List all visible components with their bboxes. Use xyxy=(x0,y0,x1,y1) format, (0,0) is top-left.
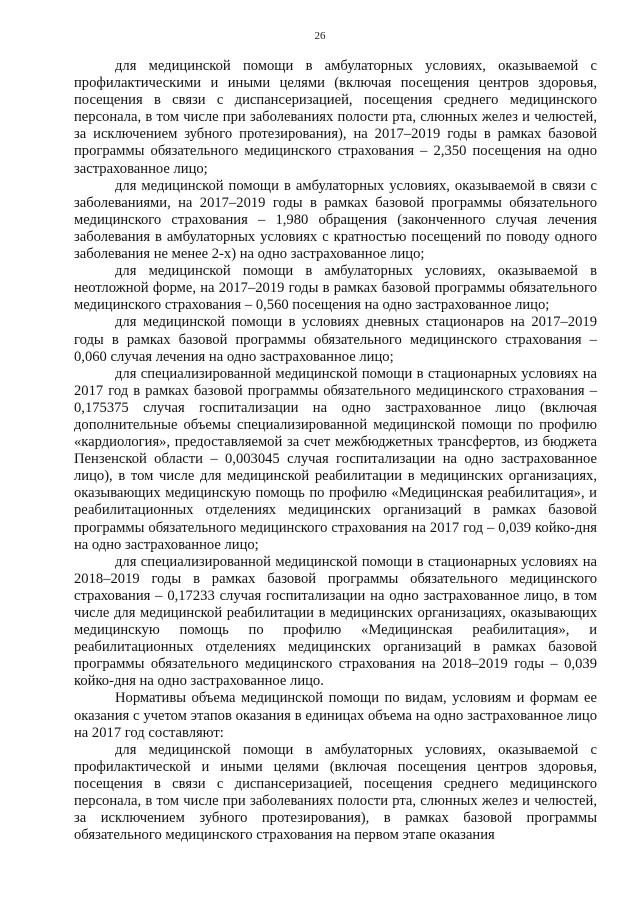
document-body xyxy=(74,58,597,844)
page-number: 26 xyxy=(314,30,326,42)
paragraph-outpatient-preventive: для медицинской помощи в амбулаторных условиях, оказываемой с профилактическими и иными целями (включая посещения центров здоровья, посещения в связи с диспансеризацией, посещения среднего медицинского персонала, в том числе при заболеваниях полости рта, слюнных желез и челюстей, за исключением зубного протезирования), на 2017–2019 годы в рамках базовой программы обязательного медицинского страхования – 2,350 посещения на одно застрахованное лицо; xyxy=(74,58,597,177)
paragraph-outpatient-preventive-first-stage: для медицинской помощи в амбулаторных условиях, оказываемой с профилактической и иными целями (включая посещения центров здоровья, посещения в связи с диспансеризацией, посещения среднего медицинского персонала, в том числе при заболеваниях полости рта, слюнных желез и челюстей, за исключением зубного протезирования), в рамках базовой программы обязательного медицинского страхования на первом этапе оказания xyxy=(74,741,597,844)
paragraph-volume-norms-intro: Нормативы объема медицинской помощи по видам, условиям и формам ее оказания с учетом этапов оказания в единицах объема на одно застрахованное лицо на 2017 год составляют: xyxy=(74,690,597,741)
paragraph-outpatient-disease: для медицинской помощи в амбулаторных условиях, оказываемой в связи с заболеваниями, на 2017–2019 годы в рамках базовой программы обязательного медицинского страхования – 1,980 обращения (законченного случая лечения заболевания в амбулаторных условиях с кратностью посещений по поводу одного заболевания не менее 2-х) на одно застрахованное лицо; xyxy=(74,177,597,263)
paragraph-day-hospital: для медицинской помощи в условиях дневных стационаров на 2017–2019 годы в рамках базовой программы обязательного медицинского страхования – 0,060 случая лечения на одно застрахованное лицо; xyxy=(74,314,597,365)
paragraph-inpatient-2018-2019: для специализированной медицинской помощи в стационарных условиях на 2018–2019 годы в рамках базовой программы обязательного медицинского страхования – 0,17233 случая госпитализации на одно застрахованное лицо, в том числе для медицинской реабилитации в медицинских организациях, оказывающих медицинскую помощь по профилю «Медицинская реабилитация», и реабилитационных отделениях медицинских организаций в рамках базовой программы обязательного медицинского страхования на 2018–2019 годы – 0,039 койко-дня на одно застрахованное лицо. xyxy=(74,553,597,690)
paragraph-outpatient-urgent: для медицинской помощи в амбулаторных условиях, оказываемой в неотложной форме, на 2017–2019 годы в рамках базовой программы обязательного медицинского страхования – 0,560 посещения на одно застрахованное лицо; xyxy=(74,263,597,314)
paragraph-inpatient-2017: для специализированной медицинской помощи в стационарных условиях на 2017 год в рамках базовой программы обязательного медицинского страхования – 0,175375 случая госпитализации на одно застрахованное лицо (включая дополнительные объемы специализированной медицинской помощи по профилю «кардиология», предоставляемой за счет межбюджетных трансфертов, из бюджета Пензенской области – 0,003045 случая госпитализации на одно застрахованное лицо), в том числе для медицинской реабилитации в медицинских организациях, оказывающих медицинскую помощь по профилю «Медицинская реабилитация», и реабилитационных отделениях медицинских организаций в рамках базовой программы обязательного медицинского страхования на 2017 год – 0,039 койко-дня на одно застрахованное лицо; xyxy=(74,365,597,553)
